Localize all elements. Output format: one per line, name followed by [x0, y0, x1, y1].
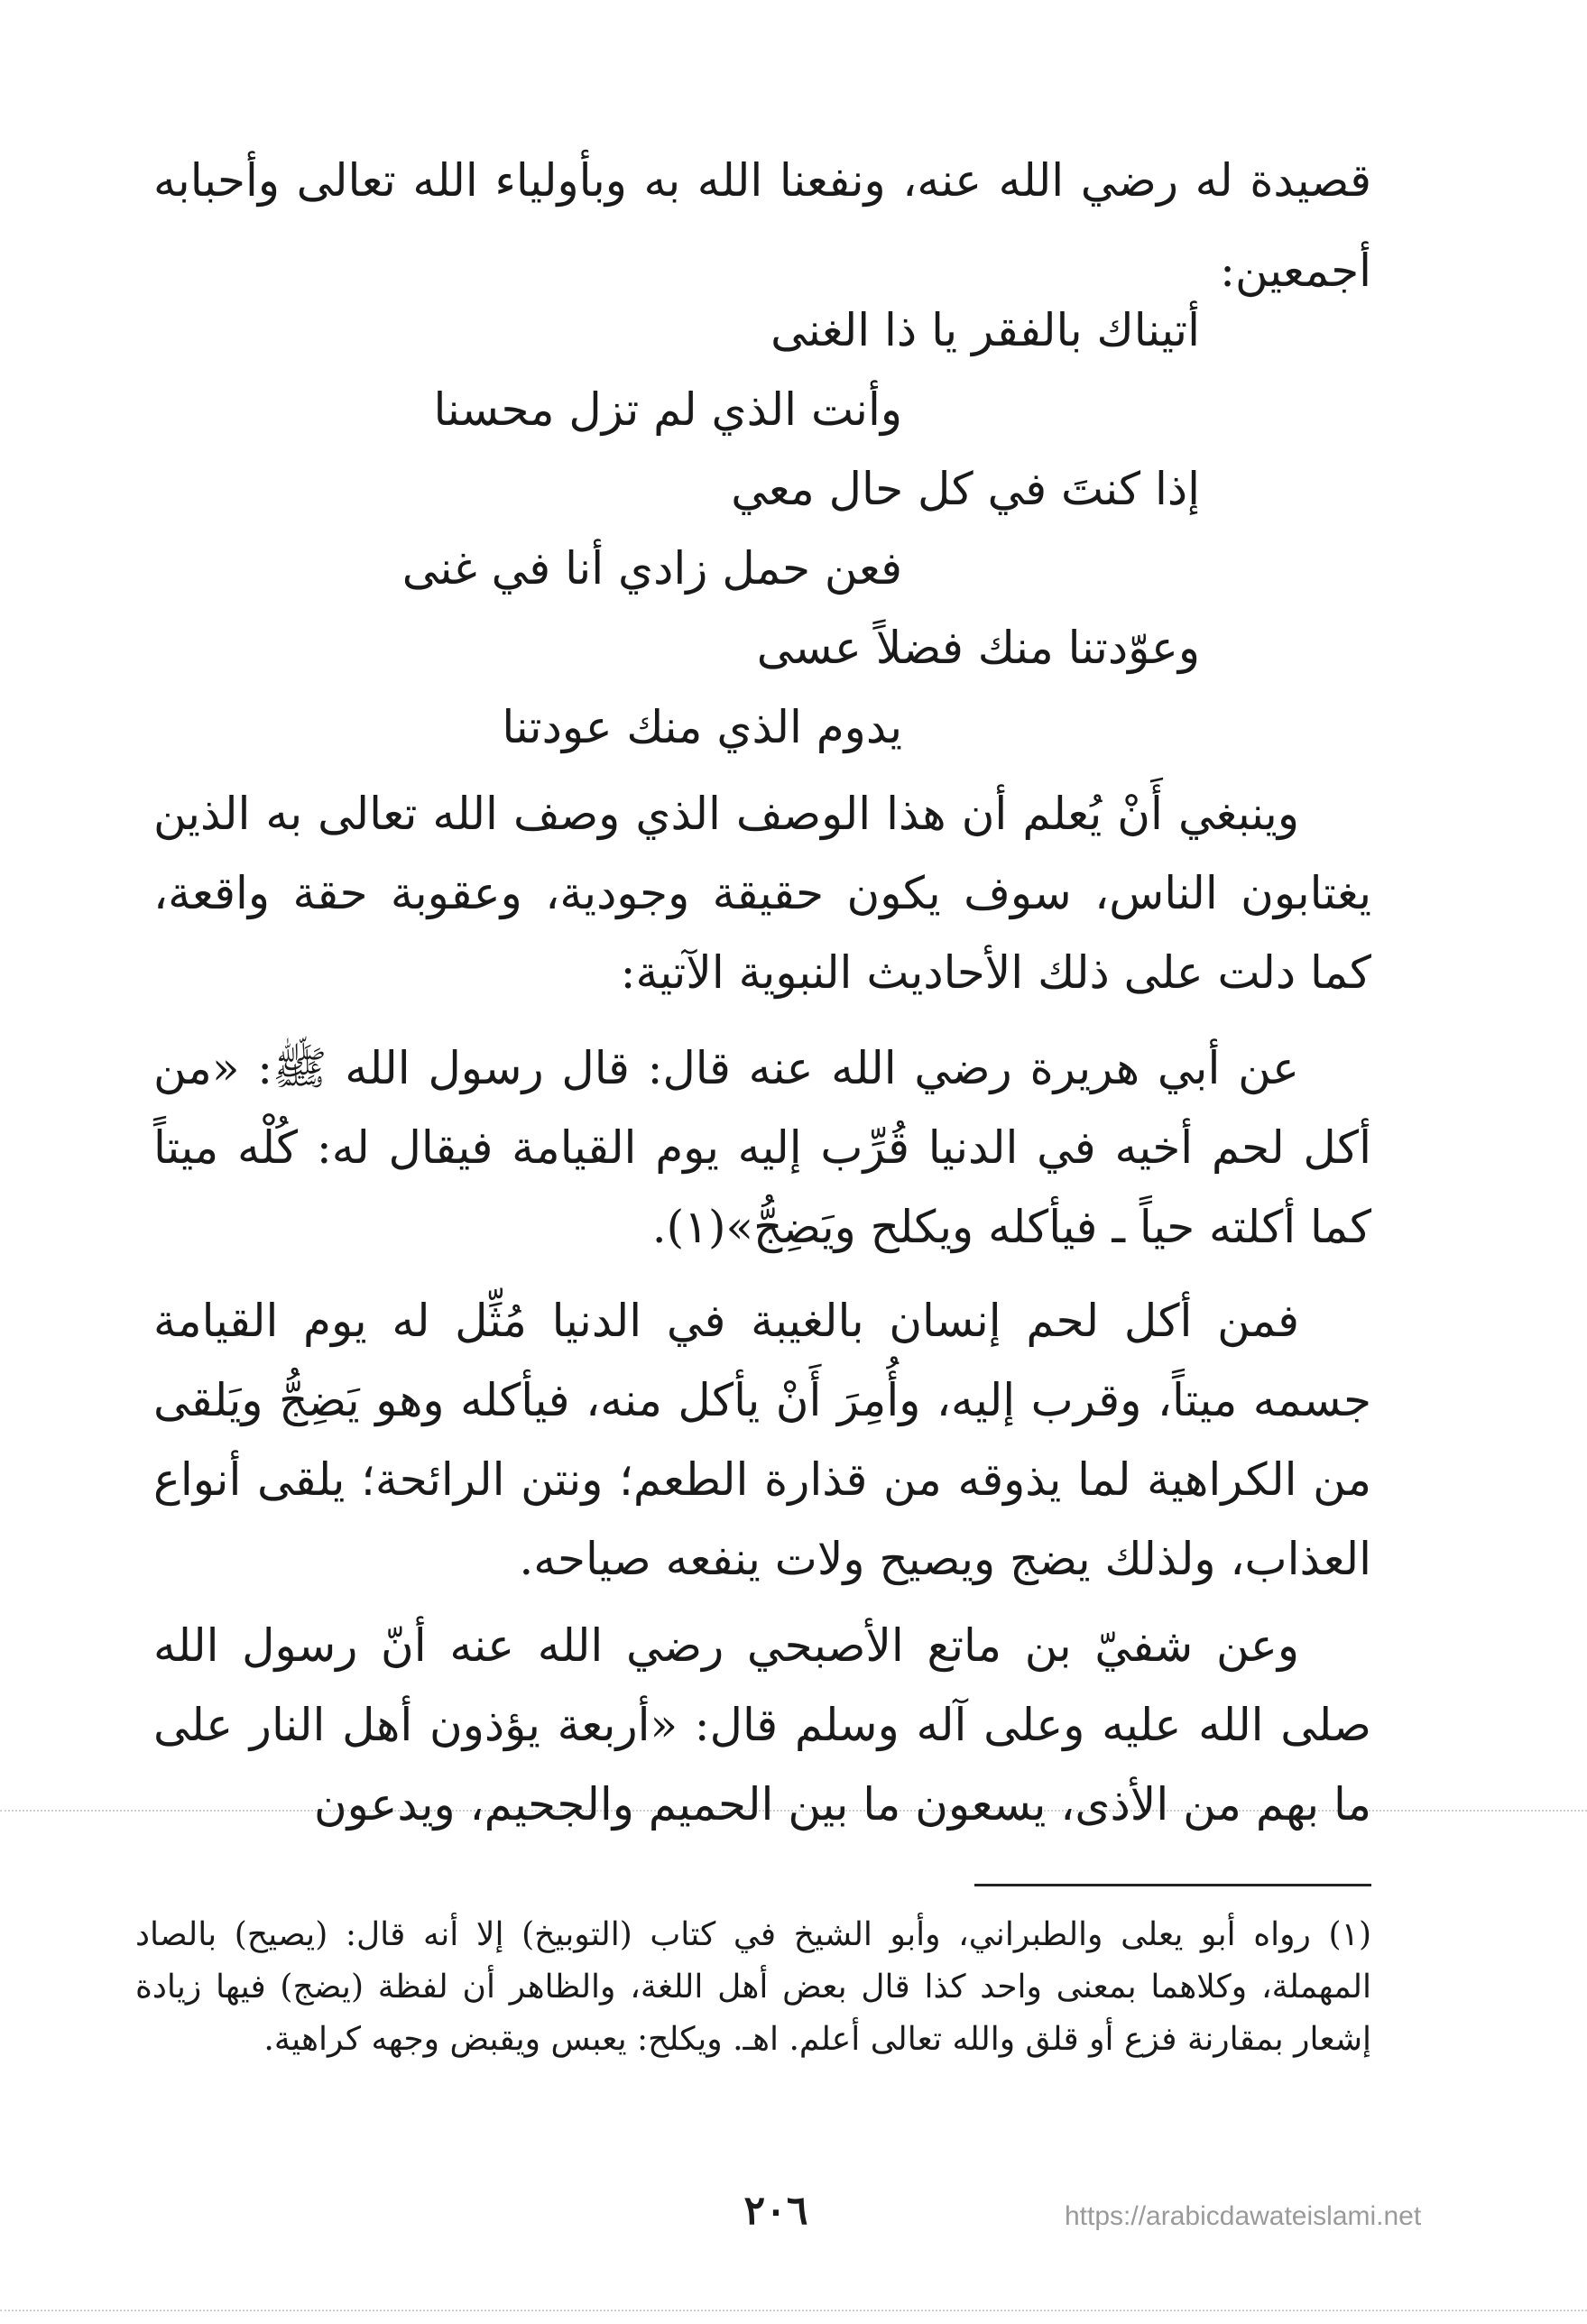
intro-paragraph: قصيدة له رضي الله عنه، ونفعنا الله به وبأولياء الله تعالى وأحبابه أجمعين: — [153, 154, 1371, 297]
footnote: (١) رواه أبو يعلى والطبراني، وأبو الشيخ في كتاب (التوبيخ) إلا أنه قال: (يصيح) بالصاد المهملة، وكلاهما بمعنى واحد كذا قال بعض أهل اللغة، والظاهر أن لفظة (يضج) فيها زيادة إشعار بمقارنة فزع أو قلق والله تعالى أعلم. اهـ. ويكلح: يعبس ويقبض وجهه كراهية. — [135, 1916, 1371, 2058]
poem-line: وأنت الذي لم تزل محسنا — [433, 383, 902, 436]
poem-line: فعن حمل زادي أنا في غنى — [401, 542, 902, 595]
poem — [298, 290, 1200, 767]
body-paragraph: فمن أكل لحم إنسان بالغيبة في الدنيا مُثِّل له يوم القيامة جسمه ميتاً، وقرب إليه، وأُمِرَ أَنْ يأكل منه، فيأكله وهو يَضِجُّ ويَلقى من الكراهية لما يذوقه من قذارة الطعم؛ ونتن الرائحة؛ يلقى أنواع العذاب، ولذلك يضج ويصيح ولات ينفعه صياحه. — [153, 1295, 1371, 1585]
watermark-url: https://arabicdawateislami.net — [1065, 2201, 1422, 2231]
hadith-paragraph: وعن شفيّ بن ماتع الأصبحي رضي الله عنه أنّ رسول الله صلى الله عليه وعلى آله وسلم قال: «أربعة يؤذون أهل النار على ما بهم من الأذى، يسعون ما بين الحميم والجحيم، ويدعون — [153, 1619, 1371, 1831]
hadith-paragraph: عن أبي هريرة رضي الله عنه قال: قال رسول الله ﷺ: «من أكل لحم أخيه في الدنيا قُرِّب إليه يوم القيامة فيقال له: كُلْه ميتاً كما أكلته حياً ـ فيأكله ويكلح ويَضِجُّ»(١). — [153, 1042, 1371, 1253]
poem-line: إذا كنتَ في كل حال معي — [731, 463, 1200, 515]
page-number: ٢٠٦ — [743, 2188, 808, 2234]
poem-line: يدوم الذي منك عودتنا — [502, 701, 902, 753]
body-paragraph: وينبغي أَنْ يُعلم أن هذا الوصف الذي وصف الله تعالى به الذين يغتابون الناس، سوف يكون حقيقة وجودية، وعقوبة حقة واقعة، كما دلت على ذلك الأحاديث النبوية الآتية: — [153, 788, 1371, 999]
poem-line: أتيناك بالفقر يا ذا الغنى — [770, 304, 1200, 356]
poem-line: وعوّدتنا منك فضلاً عسى — [756, 622, 1200, 674]
footnote-separator — [974, 1884, 1371, 1886]
scan-edge-line — [0, 2310, 1587, 2311]
